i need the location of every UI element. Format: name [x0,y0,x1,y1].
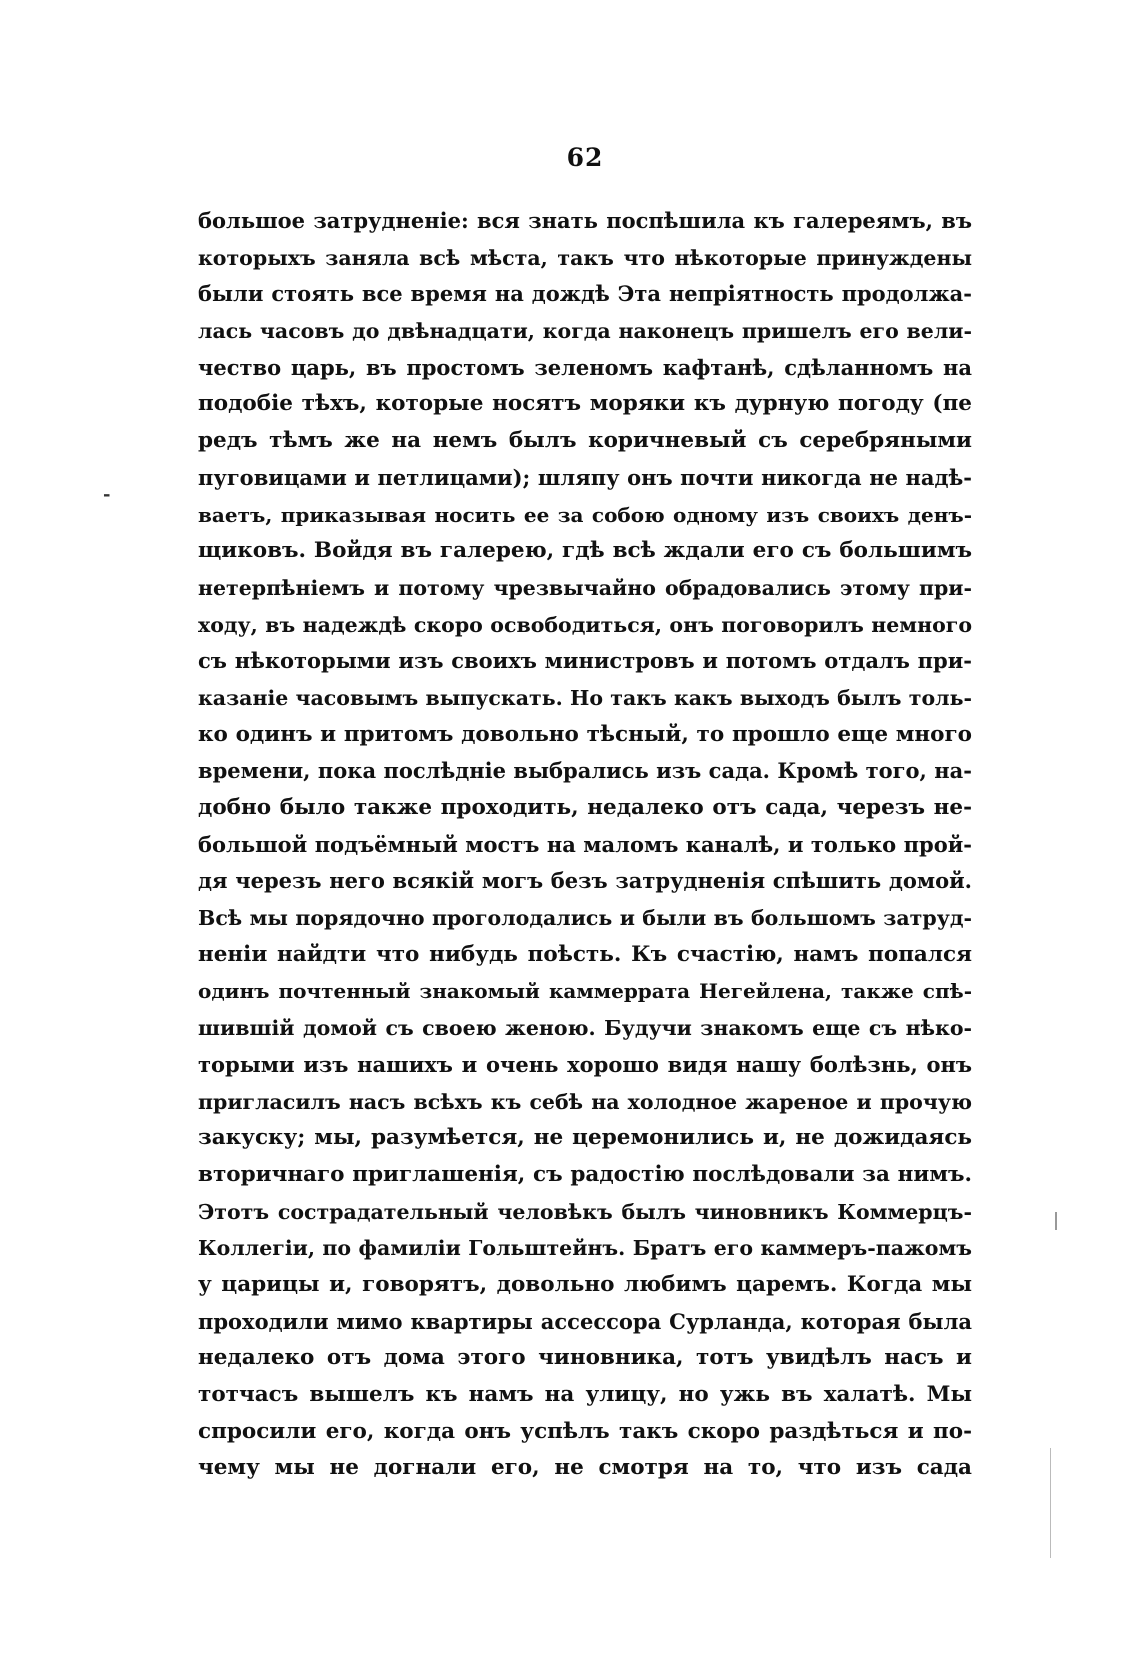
page-number: 62 [566,143,604,172]
text-line: нетерпѣніемъ и потому чрезвычайно обрадовались этому при- [198,575,972,600]
text-line: пригласилъ насъ всѣхъ къ себѣ на холодное жареное и прочую [198,1089,972,1114]
scan-artifact [1055,1212,1057,1230]
text-line: одинъ почтенный знакомый каммеррата Негейлена, также спѣ- [198,979,972,1004]
text-line: Всѣ мы порядочно проголодались и были въ большомъ затруд- [198,906,972,931]
text-line: чество царь, въ простомъ зеленомъ кафтанѣ, сдѣланномъ на [198,354,972,380]
text-line: Этотъ сострадательный человѣкъ былъ чиновникъ Коммерцъ- [198,1199,972,1224]
text-line: у царицы и, говорятъ, довольно любимъ царемъ. Когда мы [198,1271,972,1297]
text-line: чему мы не догнали его, не смотря на то, что изъ сада [198,1455,972,1481]
text-line: съ нѣкоторыми изъ своихъ министровъ и потомъ отдалъ при- [198,648,972,674]
text-line: вторичнаго приглашенія, съ радостію послѣдовали за нимъ. [198,1161,972,1187]
text-line: ко одинъ и притомъ довольно тѣсный, то прошло еще много [198,721,972,747]
text-line: большой подъёмный мостъ на маломъ каналѣ, и только прой- [198,831,972,857]
scan-artifact [1050,1448,1051,1558]
text-line: проходили мимо квартиры ассессора Сурланда, которая была [198,1308,972,1334]
text-line: ходу, въ надеждѣ скоро освободиться, онъ поговорилъ немного [198,612,972,637]
text-line: неніи найдти что нибудь поѣсть. Къ счастію, намъ попался [198,941,972,967]
text-line: спросили его, когда онъ успѣлъ такъ скоро раздѣться и по- [198,1418,972,1444]
text-line: редъ тѣмъ же на немъ былъ коричневый съ серебряными [198,428,972,454]
text-line: торыми изъ нашихъ и очень хорошо видя нашу болѣзнь, онъ [198,1051,972,1077]
text-line: Коллегіи, по фамиліи Гольштейнъ. Братъ его каммеръ-пажомъ [198,1236,972,1261]
text-line: добно было также проходить, недалеко отъ сада, черезъ не- [198,795,972,820]
text-line: которыхъ заняла всѣ мѣста, такъ что нѣкоторые принуждены [198,245,972,270]
text-line: закуску; мы, разумѣется, не церемонились и, не дожидаясь [198,1125,972,1151]
text-line: подобіе тѣхъ, которые носятъ моряки къ дурную погоду (пе [198,391,972,417]
text-line: тотчасъ вышелъ къ намъ на улицу, но ужь въ халатѣ. Мы [198,1382,972,1407]
text-line: лась часовъ до двѣнадцати, когда наконецъ пришелъ его вели- [198,319,972,344]
body-text [198,203,972,1487]
text-line: казаніе часовымъ выпускать. Но такъ какъ выходъ былъ толь- [198,685,972,710]
text-line: большое затрудненіе: вся знать поспѣшила къ галереямъ, въ [198,208,972,233]
text-line: ваетъ, приказывая носить ее за собою одному изъ своихъ денъ- [198,502,972,527]
text-line: были стоять все время на дождѣ Эта непріятность продолжа- [198,281,972,307]
text-line: щиковъ. Войдя въ галерею, гдѣ всѣ ждали его съ большимъ [198,538,972,564]
text-line: пуговицами и петлицами); шляпу онъ почти никогда не надѣ- [198,464,972,490]
text-line: дя черезъ него всякій могъ безъ затрудненія спѣшить домой. [198,868,972,894]
margin-mark: - [103,484,111,505]
text-line: времени, пока послѣдніе выбрались изъ сада. Кромѣ того, на- [198,758,972,784]
text-line: недалеко отъ дома этого чиновника, тотъ увидѣлъ насъ и [198,1345,972,1371]
text-line: шившій домой съ своею женою. Будучи знакомъ еще съ нѣко- [198,1016,972,1041]
